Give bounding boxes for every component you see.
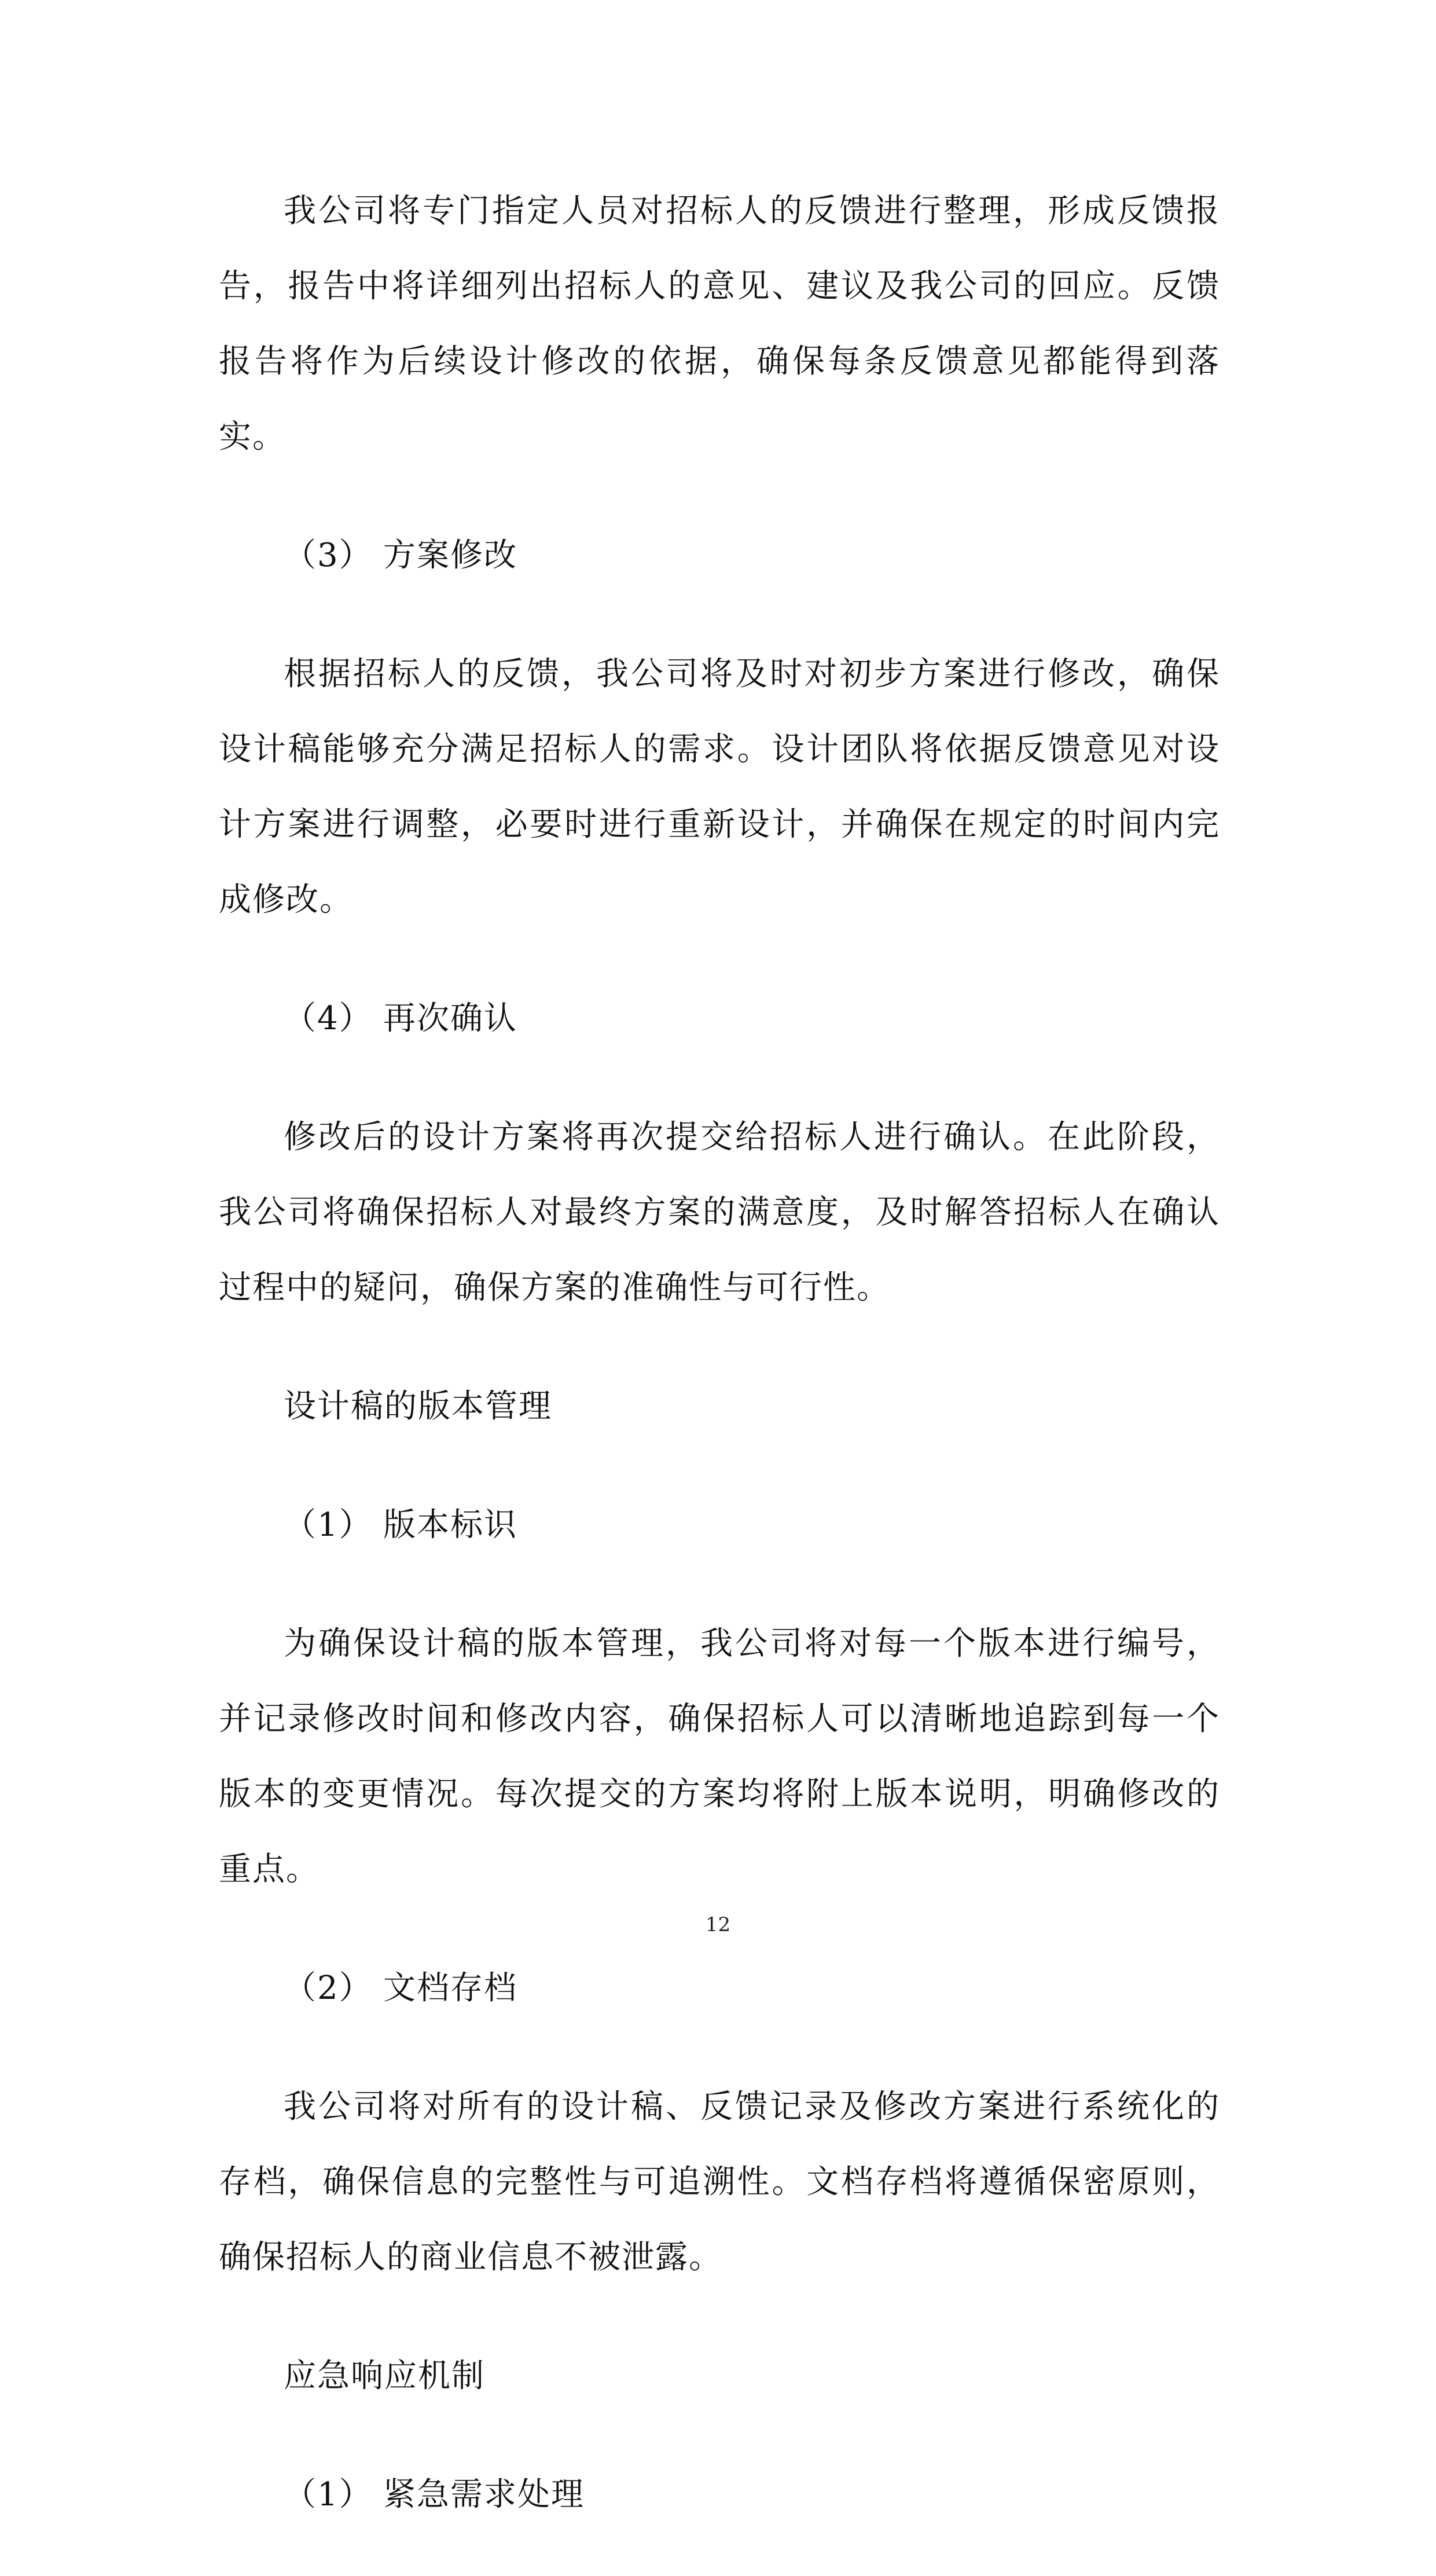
paragraph-plan-revision: 根据招标人的反馈，我公司将及时对初步方案进行修改，确保设计稿能够充分满足招标人的需求。设计团队将依据反馈意见对设计方案进行调整，必要时进行重新设计，并确保在规定的时间内完成修改。 [219, 655, 1220, 919]
heading-title: 方案修改 [383, 537, 517, 574]
heading-urgent-demand [219, 2457, 1220, 2533]
page-content [219, 174, 1220, 2576]
page-number: 12 [705, 1913, 731, 1936]
heading-version-management [219, 1369, 1220, 1444]
heading-version-id [219, 1488, 1220, 1563]
heading-title: 紧急需求处理 [383, 2476, 585, 2513]
heading-title: 应急响应机制 [284, 2357, 485, 2395]
heading-number: （1） [284, 1506, 373, 1544]
heading-title: 再次确认 [383, 1000, 517, 1037]
heading-number: （4） [284, 1000, 373, 1037]
heading-number: （3） [284, 537, 373, 574]
heading-archiving [219, 1951, 1220, 2026]
heading-number: （2） [284, 1969, 373, 2007]
heading-plan-revision [219, 518, 1220, 593]
paragraph-feedback-report: 我公司将专门指定人员对招标人的反馈进行整理，形成反馈报告，报告中将详细列出招标人的意见、建议及我公司的回应。反馈报告将作为后续设计修改的依据，确保每条反馈意见都能得到落实。 [219, 192, 1220, 456]
heading-title: 设计稿的版本管理 [284, 1388, 552, 1425]
paragraph-version-id: 为确保设计稿的版本管理，我公司将对每一个版本进行编号，并记录修改时间和修改内容，确保招标人可以清晰地追踪到每一个版本的变更情况。每次提交的方案均将附上版本说明，明确修改的重点。 [219, 1625, 1220, 1888]
heading-number: （1） [284, 2476, 373, 2513]
paragraph-archiving: 我公司将对所有的设计稿、反馈记录及修改方案进行系统化的存档，确保信息的完整性与可追溯性。文档存档将遵循保密原则，确保招标人的商业信息不被泄露。 [219, 2088, 1220, 2276]
heading-title: 文档存档 [383, 1969, 517, 2007]
heading-reconfirm [219, 981, 1220, 1056]
heading-emergency-response [219, 2339, 1220, 2414]
paragraph-reconfirm: 修改后的设计方案将再次提交给招标人进行确认。在此阶段，我公司将确保招标人对最终方案的满意度，及时解答招标人在确认过程中的疑问，确保方案的准确性与可行性。 [219, 1118, 1220, 1307]
heading-title: 版本标识 [383, 1506, 517, 1544]
